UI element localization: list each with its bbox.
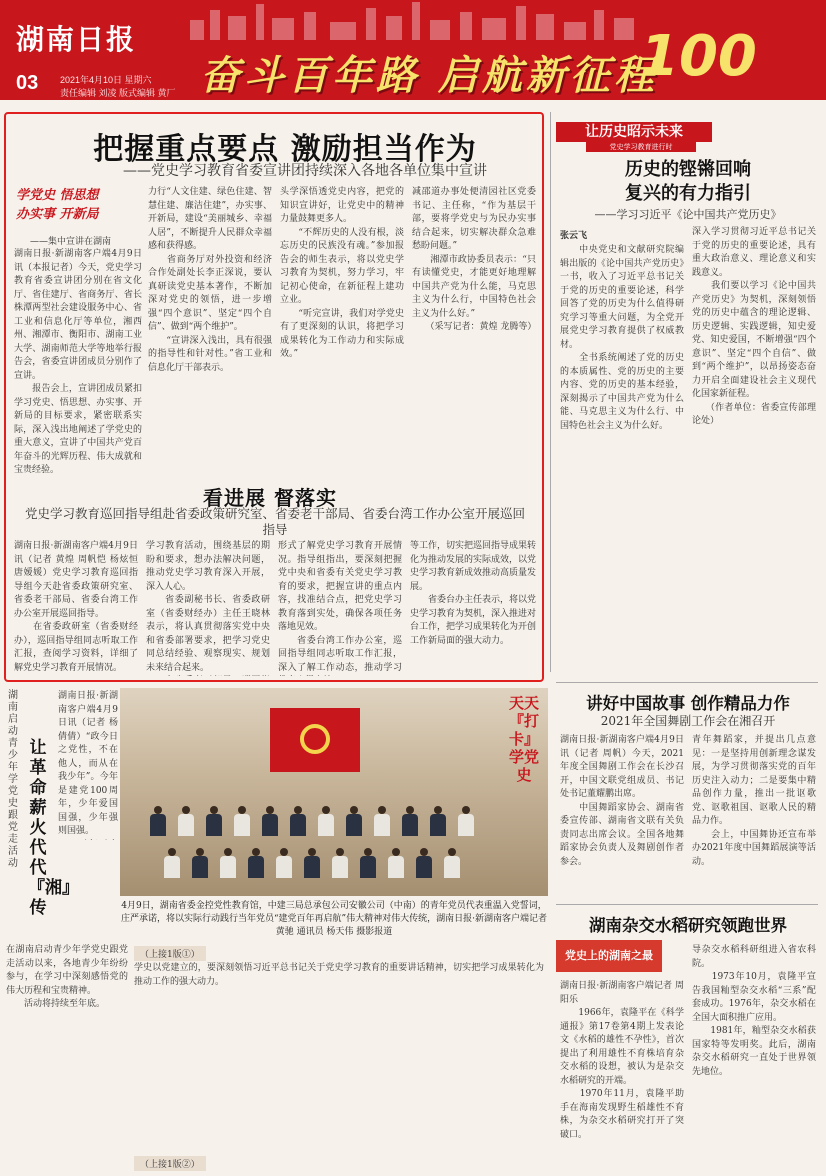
crowd-row-front — [150, 848, 510, 878]
party-flag-graphic — [270, 708, 360, 772]
commentary-title-line1: 历史的铿锵回响 — [625, 159, 751, 180]
column-banner-sub: 党史学习教育进行时 — [586, 142, 696, 152]
commentary-subtitle: ——学习习近平《论中国共产党历史》 — [594, 208, 782, 221]
dance-article-subtitle: 2021年全国舞剧工作会在湘召开 — [600, 714, 776, 728]
column-banner-title: 让历史昭示未来 — [556, 122, 712, 142]
campaign-badge-line1: 学党史 悟思想 — [16, 188, 99, 203]
commentary-title — [560, 158, 816, 206]
section-divider — [556, 682, 818, 683]
youth-article-subtitle: 湖南启动青少年学党史跟党走活动 — [8, 690, 18, 869]
photo-overlay-title: 天天『打卡』学党史 — [508, 694, 539, 784]
section2-column-4: 等工作，切实把巡回指导成果转化为推动发展的实际成效，以党史学习教育新成效推动高质量发展。 省委台办主任表示，将以党史学习教育为契机，深入推进对台工作，把学习成果转化为开创工作新局面的强大动力。 — [410, 541, 536, 646]
page-number: 03 — [16, 72, 39, 94]
section2-title: 看进展 督落实 — [203, 486, 337, 510]
issue-meta — [60, 74, 180, 100]
section2-column-3: 形式了解党史学习教育开展情况。指导组指出，要深刻把握党中央和省委有关党史学习教育的要求，把握宣讲的重点内容，找准结合点，把党史学习教育落到实处，确保各项任务落地见效。 省委台湾工作办公室，巡回指导组同志听取工作汇报，深入了解工作动态，推动学习 — [278, 541, 402, 673]
dance-column-2: 青年舞蹈家，并提出几点意见：一是坚持用创新理念谋发展，为学习贯彻落实党的百年历史注入动力；二是要集中精品创作力量，推出一批讴歌党、讴歌祖国、讴歌人民的精品力作。 会上，中国舞协还宣布举办2021年度中国舞蹈展演等活动。 — [692, 735, 816, 867]
section2-column-2: 学习教育活动，围绕基层的期盼和要求，想办法解决问题，推动党史学习教育深入开展，深入人心。 省委副秘书长、省委政研室（省委财经办）主任王晓林表示，将认真贯彻落实党中央和省委部署要求，把学习党史同总结经验、观察现实、规划未来结合起来。 — [146, 541, 270, 673]
rice-column-2: 导杂交水稻科研组进入省农科院。 1973年10月，袁隆平宣告我国籼型杂交水稻“三系”配套成功。1976年，杂交水稻在全国大面积推广应用。 1981年，籼型杂交水稻获国家特等发明奖。此后，湖南杂交水稻研究一直处于世界领先地位。 — [692, 945, 816, 1077]
rice-article-tag: 党史上的湖南之最 — [556, 940, 662, 972]
commentary-title-line2: 复兴的有力指引 — [625, 183, 751, 204]
city-skyline-graphic — [180, 0, 640, 40]
campaign-badge-line2: 办实事 开新局 — [16, 207, 99, 222]
continued-label-1: （上接1版①） — [134, 946, 206, 961]
commentary-author: 张云飞 — [560, 231, 588, 241]
lead-subhead: ——党史学习教育省委宣讲团持续深入各地各单位集中宣讲 — [123, 163, 487, 179]
lead-column-3: 头学深悟透党史内容，把党的知识宣讲好，让党史中的精神力量鼓舞更多人。 “不辉历史的人没有根，淡忘历史的民族没有魂。”参加报告会的师生表示，将以党史学习教育为契机，努力学习，牢记初心使命，在新征程上建功立业。 “听完宣讲，我们对学党史有了更深刻的认识，将把学习成果转化为工作动力和实际成效。” — [280, 187, 404, 359]
photo-caption: 4月9日，湖南省委金控党性教育馆，中建三局总承包公司安徽公司（中南）的青年党员代表重温入党誓词，庄严承诺，将以实际行动践行当年党员“建党百年再启航”伟大精神对伟大传统，湖南日报·新湖南客户端记者 黄驰 通讯员 杨天伟 摄影报道 — [120, 901, 548, 937]
news-photo — [120, 688, 548, 896]
commentary-column-1: 中央党史和文献研究院编辑出版的《论中国共产党历史》一书，收入了习近平总书记关于党的历史的重要论述，科学回答了党的历史为什么值得研究学习等重大问题，为全党开展党史学习教育提供了权威教材。 全书系统阐述了党的历史的本质属性、党的历史的主要内容、党的历史的基本经验，深刻揭示了中国共产党为什么能、马克思主义为什么行、中国特色社会主义为什么好。 — [560, 245, 684, 431]
campaign-badge-note: ——集中宣讲在湖南 — [30, 237, 112, 247]
lead-column-1: 湖南日报·新湖南客户端4月9日讯（本报记者）今天，党史学习教育省委宣讲团分别在省文化厅、省住建厅、省商务厅、省长株潭两型社会建设服务中心、省工业和信息化厅等单位，湘西州、湘潭市、衡阳市、湖南工业大学、湖南师范大学等地举行报告会，省委宣讲团成员分别作了宣讲。 报告会上，宣讲团成员紧扣学习党史、悟思想、办实事、开新局的目标要求，紧密联系实际，深入浅出地阐述了学党史的重大意义，宣讲了中国共产党百年奋斗的光辉历程、伟大成就和宝贵经验。 — [14, 249, 142, 474]
campaign-badge — [16, 184, 106, 230]
continued-label-2: （上接1版②） — [134, 1156, 206, 1171]
youth-column-1: 湖南日报·新湖南客户端4月9日讯（记者 杨倩倩）“政今日之党性，不在他人，而从在我少年”。今年是建党100周年，少年爱国国强，少年强则国强。 — [58, 691, 118, 836]
youth-column-2: 在湖南启动青少年学党史跟党走活动以来，各地青少年纷纷参与，在学习中深刻感悟党的伟大历程和宝贵精神。 活动将持续至年底。 — [6, 945, 128, 1009]
dance-article-title: 讲好中国故事 创作精品力作 — [586, 694, 790, 713]
newspaper-logo: 湖南日报 — [16, 23, 137, 56]
section-divider-2 — [556, 904, 818, 905]
column-divider — [550, 112, 551, 672]
youth-article-title: 让革命薪火代代『湘』传 — [28, 738, 79, 918]
issue-date: 2021年4月10日 星期六 — [60, 75, 152, 85]
column-banner — [556, 122, 712, 152]
dance-column-1: 湖南日报·新湖南客户端4月9日讯（记者 周帆）今天，2021年度全国舞剧工作会在长沙召开，中国文联党组成员、书记处书记董耀鹏出席。 中国舞蹈家协会、湖南省委宣传部、湖南省文联有关负责同志出席会议。全国各地舞蹈家协会负责人及舞剧创作者参会。 — [560, 735, 684, 867]
continued-text-1: 学史以党建立的，要深刻领悟习近平总书记关于党史学习教育的重要讲话精神，切实把学习成果转化为推动工作的强大动力。 — [134, 963, 544, 987]
section2-subtitle: 党史学习教育巡回指导组赴省委政策研究室、省委老干部局、省委台湾工作办公室开展巡回指导 — [24, 506, 525, 537]
lead-column-4: 减邵道办事处便清园社区党委书记、主任称，“作为基层干部，要将学党史与为民办实事结合起来，切实解决群众急难愁盼问题。” 湘潭市政协委员表示：“只有读懂党史，才能更好地理解中国共产党为什么能，马克思主义为什么行，中国特色社会主义为什么好。” （采写记者：黄煌 龙腾等） — [412, 187, 536, 332]
centenary-emblem: 100 — [640, 24, 757, 89]
commentary-column-2: 深入学习贯彻习近平总书记关于党的历史的重要论述，具有重大政治意义、理论意义和实践意义。 我们要以学习《论中国共产党历史》为契机，深刻领悟党的历史中蕴含的理论逻辑、历史逻辑、实践逻辑，知史爱党、知史爱国，不断增强“四个意识”、坚定“四个自信”、做到“两个维护”，以昂扬姿态奋力开启全面建设社会主义现代化国家新征程。 （作者单位：省委宣传部理论处） — [692, 227, 816, 426]
section2-column-1: 湖南日报·新湖南客户端4月9日讯（记者 黄煌 周帆恺 杨炫恒 唐嫒媛）党史学习教育巡回指导组今天赴省委政策研究室、省委老干部局、省委台湾工作办公室开展巡回指导。 在省委政研室（省委财经办），巡回指导组同志听取工作汇报，查阅学习资料，详细了解党史学习教育开展情况。 — [14, 541, 138, 673]
masthead-slogan: 奋斗百年路 启航新征程 — [200, 53, 658, 99]
lead-headline: 把握重点要点 激励担当作为 — [93, 132, 477, 167]
masthead — [0, 0, 826, 100]
rice-article-title: 湖南杂交水稻研究领跑世界 — [589, 916, 787, 935]
editor-credits: 责任编辑 刘凌 版式编辑 黄厂 — [60, 88, 176, 98]
crowd-row-back — [150, 806, 510, 836]
lead-column-2: 力行“人文住建、绿色住建、智慧住建、廉洁住建”，办实事、开新局，建设“美丽城乡、幸福人居”，不断提升人民群众幸福感和获得感。 省商务厅对外投资和经济合作处副处长李正深说，要认真研读党史基本著作，不断加深对党史的领悟，进一步增强“四个意识”、坚定“四个自信”、做到“两个维护”。 “宣讲深入浅出，具有很强的指导性和针对性。”省工业和信息化厅干部表示。 — [148, 187, 272, 373]
rice-column-1: 湖南日报·新湖南客户端记者 周阳乐 1966年，袁隆平在《科学通报》第17卷第4期上发表论文《水稻的雄性不孕性》，首次提出了利用雄性不育株培育杂交水稻的设想，被认为是杂交水稻研究的开端。 1970年11月，袁隆平助手在海南发现野生稻雄性不育株，为杂交水稻研究打开了突破口。 — [560, 981, 684, 1140]
